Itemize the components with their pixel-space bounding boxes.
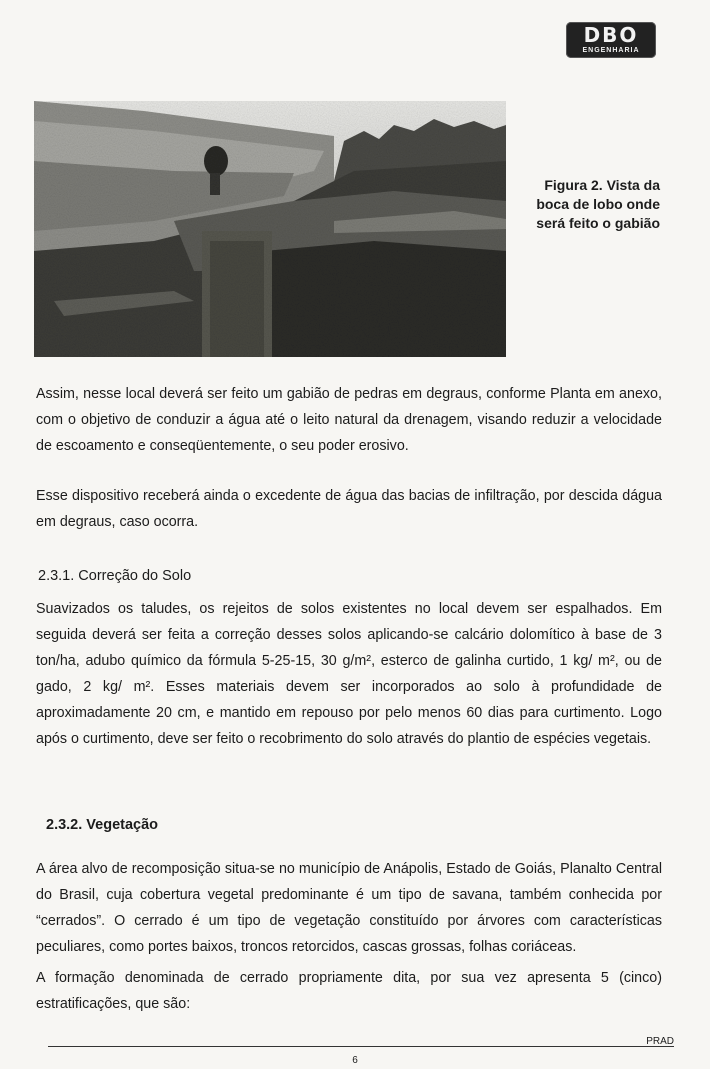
paragraph: Esse dispositivo receberá ainda o excedente de água das bacias de infiltração, por descida dágua em degraus, caso ocorra. — [36, 488, 662, 530]
footer-label: PRAD — [646, 1036, 674, 1047]
company-logo — [566, 22, 656, 58]
figure-photo — [34, 101, 506, 357]
paragraph: Assim, nesse local deverá ser feito um gabião de pedras em degraus, conforme Planta em anexo, com o objetivo de conduzir a água até o leito natural da drenagem, visando reduzir a velocidade de escoamento e conseqüentemente, o seu poder erosivo. — [36, 386, 662, 454]
page-number: 6 — [352, 1055, 358, 1066]
paragraph: A formação denominada de cerrado propriamente dita, por sua vez apresenta 5 (cinco) estratificações, que são: — [36, 970, 662, 1012]
logo-subtext: ENGENHARIA — [582, 47, 640, 54]
figure-caption: Figura 2. Vista da boca de lobo onde será feito o gabião — [536, 177, 660, 231]
section-heading: 2.3.2. Vegetação — [46, 817, 159, 833]
paragraph: A área alvo de recomposição situa-se no município de Anápolis, Estado de Goiás, Planalto Central do Brasil, cuja cobertura vegetal predominante é um tipo de savana, também conhecida por “cerrados”. O cerrado é um tipo de vegetação constituído por árvores com características peculiares, como portes baixos, troncos retorcidos, cascas grossas, folhas coriáceas. — [36, 861, 662, 955]
logo-text: DBO — [583, 23, 639, 47]
footer-rule — [48, 1046, 674, 1047]
paragraph: Suavizados os taludes, os rejeitos de solos existentes no local devem ser espalhados. Em seguida deverá ser feita a correção desses solos aplicando-se calcário dolomítico à base de 3 ton/ha, adubo químico da fórmula 5-25-15, 30 g/m², esterco de galinha curtido, 1 kg/ m², ou de gado, 2 kg/ m². Esses materiais devem ser incorporados ao solo à profundidade de aproximadamente 20 cm, e mantido em repouso por pelo menos 60 dias para curtimento. Logo após o curtimento, deve ser feito o recobrimento do solo através do plantio de espécies vegetais. — [36, 601, 662, 747]
section-heading: 2.3.1. Correção do Solo — [38, 568, 192, 584]
